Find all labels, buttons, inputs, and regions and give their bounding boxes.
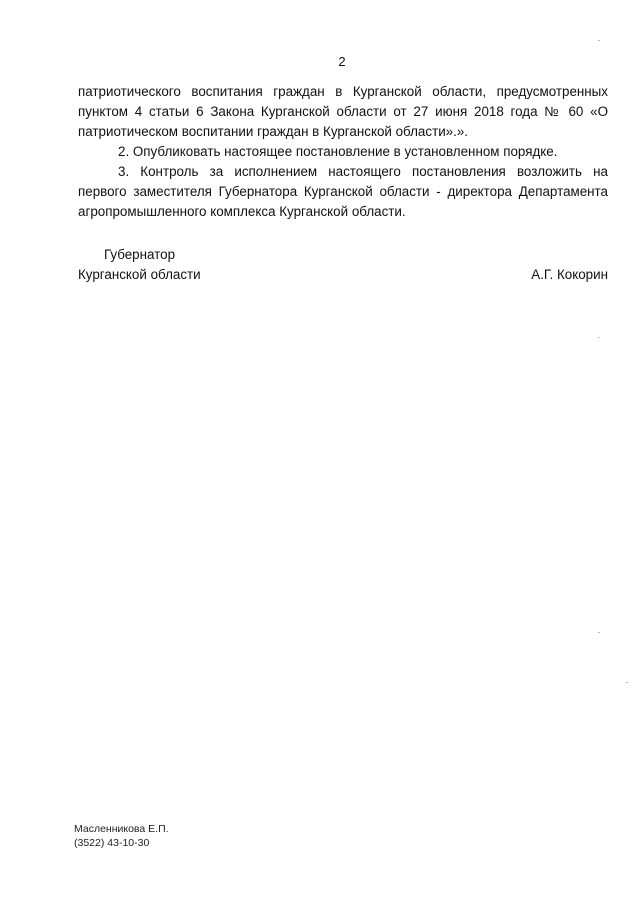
- page-number: 2: [338, 54, 346, 69]
- signature-block: [78, 245, 608, 285]
- signature-row: [78, 265, 608, 285]
- executor-footer: [74, 822, 169, 850]
- scan-speck: [598, 40, 600, 41]
- paragraph-item-3: 3. Контроль за исполнением настоящего постановления возложить на первого заместителя Губернатора Курганской области - директора Департамента агропромышленного комплекса Курганской области.: [78, 164, 608, 219]
- scan-speck: [626, 682, 628, 683]
- signer-position-line1: Губернатор: [104, 247, 176, 262]
- executor-name: Масленникова Е.П.: [74, 823, 169, 835]
- paragraph-item-2: 2. Опубликовать настоящее постановление в установленном порядке.: [118, 144, 558, 159]
- paragraph-continuation: патриотического воспитания граждан в Курганской области, предусмотренных пунктом 4 статьи 6 Закона Курганской области от 27 июня 2018 года № 60 «О патриотическом воспитании граждан в Курганской области».».: [78, 84, 608, 139]
- scan-speck: [598, 632, 600, 633]
- executor-phone: (3522) 43-10-30: [74, 837, 150, 849]
- signer-position-line2: Курганской области: [78, 267, 201, 282]
- scan-speck: [598, 337, 600, 338]
- document-body: [78, 82, 608, 222]
- signer-name: А.Г. Кокорин: [531, 267, 608, 282]
